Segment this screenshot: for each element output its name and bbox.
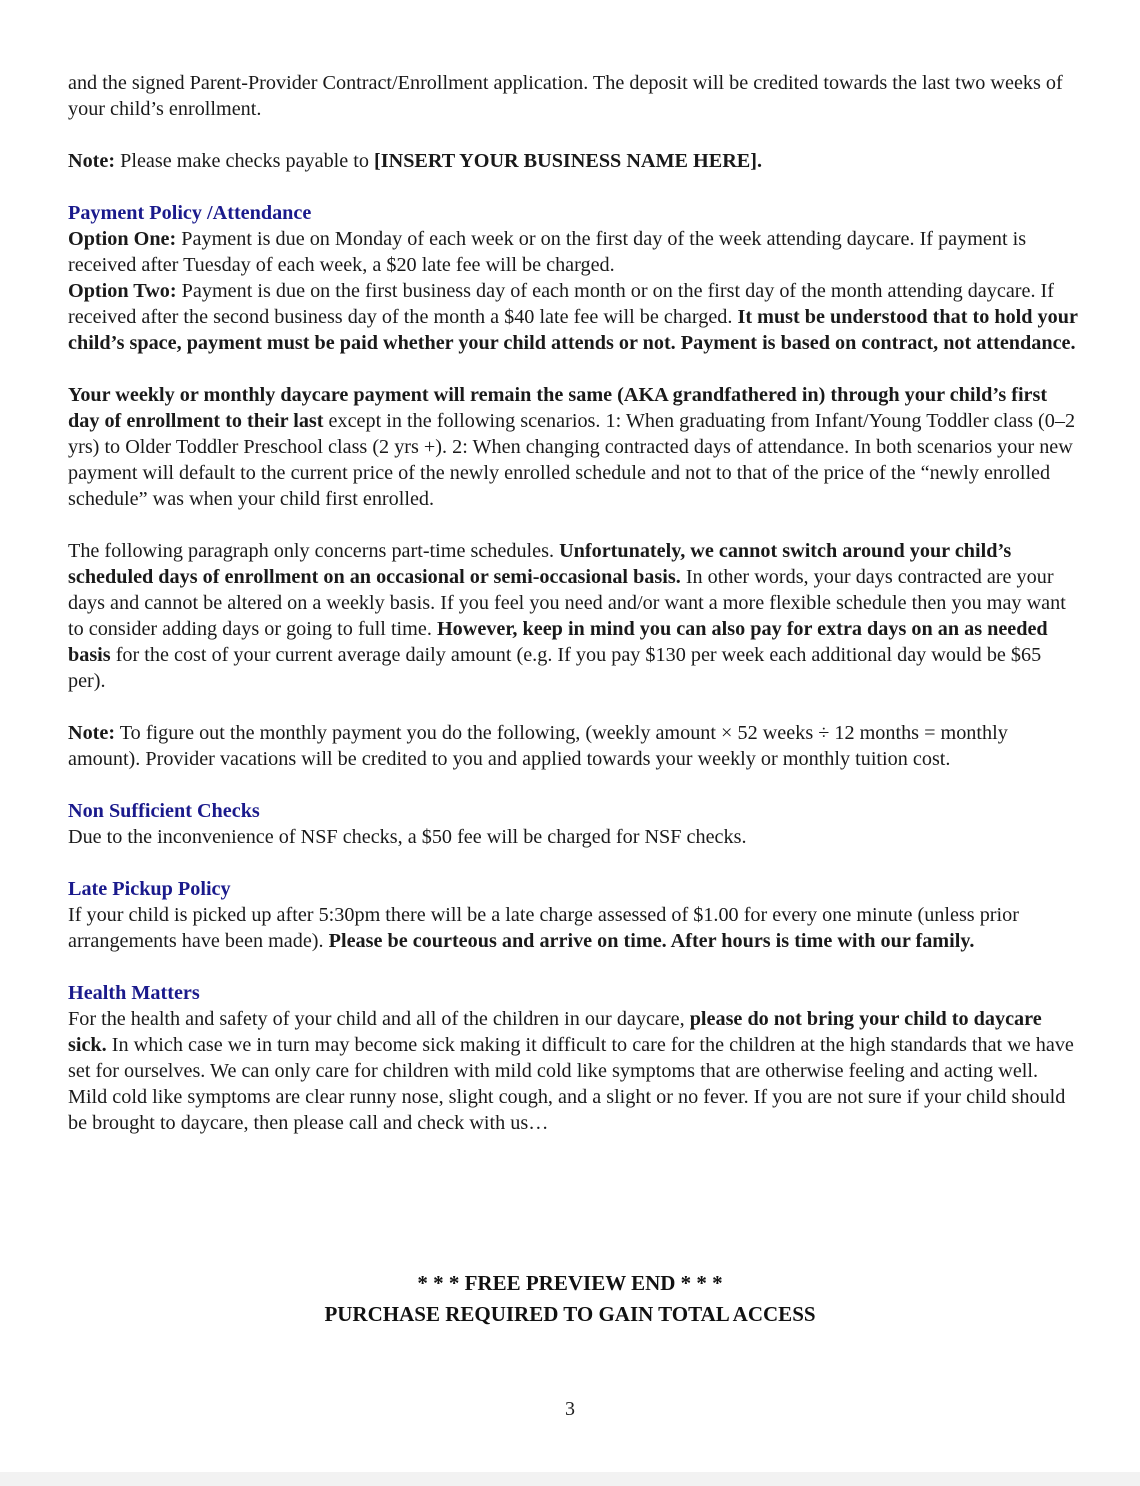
intro-paragraph [68, 70, 1078, 122]
document-page [68, 70, 1078, 1136]
part-time-text-2: In other words, your days contracted are your days and cannot be altered on a weekly basis. If you feel you need and/or want a more flexible schedule then you may want to consider adding days or going to full time. [68, 566, 1066, 640]
checks-note-paragraph [68, 148, 1078, 174]
preview-end-notice [0, 1268, 1140, 1330]
note-text: Please make checks payable to [115, 150, 375, 172]
option-two-bold-text: It must be understood that to hold your child’s space, payment must be paid whether your child attends or not. Payment is based on contract, not attendance. [68, 306, 1078, 354]
late-pickup-text: If your child is picked up after 5:30pm there will be a late charge assessed of $1.00 for every one minute (unless prior arrangements have been made). [68, 904, 1019, 952]
grandfathered-text: except in the following scenarios. 1: When graduating from Infant/Young Toddler class (0–2 yrs) to Older Toddler Preschool class (2 yrs +). 2: When changing contracted days of attendance. In both scenarios your new payment will default to the current price of the newly enrolled schedule and not to that of the price of the “newly enrolled schedule” was when your child first enrolled. [68, 410, 1076, 510]
page-number: 3 [565, 1398, 575, 1420]
health-matters-heading: Health Matters [68, 982, 200, 1004]
nsf-heading: Non Sufficient Checks [68, 800, 260, 822]
monthly-note-label: Note: [68, 722, 116, 744]
grandfathered-paragraph [68, 382, 1078, 512]
note-label: Note: [68, 150, 116, 172]
monthly-note-text: To figure out the monthly payment you do the following, (weekly amount × 52 weeks ÷ 12 months = monthly amount). Provider vacations will be credited to you and applied towards your weekly or monthly tuition cost. [68, 722, 1008, 770]
option-two-label: Option Two: [68, 280, 177, 302]
part-time-bold-1: Unfortunately, we cannot switch around your child’s scheduled days of enrollment on an occasional or semi-occasional basis. [68, 540, 1012, 588]
option-two-text: Payment is due on the first business day of each month or on the first day of the month attending daycare. If received after the second business day of the month a $40 late fee will be charged. [68, 280, 1055, 328]
health-bold: please do not bring your child to daycare sick. [68, 1008, 1042, 1056]
health-text-2: In which case we in turn may become sick making it difficult to care for the children at the high standards that we have set for ourselves. We can only care for children with mild cold like symptoms that are otherwise feeling and acting well. Mild cold like symptoms are clear runny nose, slight cough, and a slight or no fever. If you are not sure if your child should be brought to daycare, then please call and check with us… [68, 1034, 1074, 1134]
monthly-note-paragraph [68, 720, 1078, 772]
option-one-paragraph [68, 226, 1078, 278]
part-time-paragraph [68, 538, 1078, 694]
business-name-placeholder: [INSERT YOUR BUSINESS NAME HERE]. [374, 150, 763, 172]
late-pickup-heading: Late Pickup Policy [68, 878, 231, 900]
health-paragraph [68, 1006, 1078, 1136]
part-time-text-3: for the cost of your current average daily amount (e.g. If you pay $130 per week each additional day would be $65 per). [68, 644, 1042, 692]
preview-end-line: * * * FREE PREVIEW END * * * [417, 1271, 723, 1295]
payment-policy-heading: Payment Policy /Attendance [68, 202, 312, 224]
option-two-paragraph [68, 278, 1078, 356]
late-pickup-paragraph [68, 902, 1078, 954]
viewer-bottom-strip [0, 1472, 1140, 1486]
part-time-bold-2: However, keep in mind you can also pay for extra days on an as needed basis [68, 618, 1048, 666]
nsf-paragraph: Due to the inconvenience of NSF checks, a $50 fee will be charged for NSF checks. [68, 826, 747, 848]
option-one-text: Payment is due on Monday of each week or on the first day of the week attending daycare. If payment is received after Tuesday of each week, a $20 late fee will be charged. [68, 228, 1027, 276]
grandfathered-bold-text: Your weekly or monthly daycare payment will remain the same (AKA grandfathered in) through your child’s first day of enrollment to their last [68, 384, 1048, 432]
late-pickup-bold: Please be courteous and arrive on time. After hours is time with our family. [328, 930, 975, 952]
purchase-required-line: PURCHASE REQUIRED TO GAIN TOTAL ACCESS [324, 1302, 816, 1326]
part-time-text-1: The following paragraph only concerns part-time schedules. [68, 540, 560, 562]
option-one-label: Option One: [68, 228, 177, 250]
intro-text: and the signed Parent-Provider Contract/Enrollment application. The deposit will be credited towards the last two weeks of your child’s enrollment. [68, 72, 1063, 120]
health-text-1: For the health and safety of your child and all of the children in our daycare, [68, 1008, 690, 1030]
